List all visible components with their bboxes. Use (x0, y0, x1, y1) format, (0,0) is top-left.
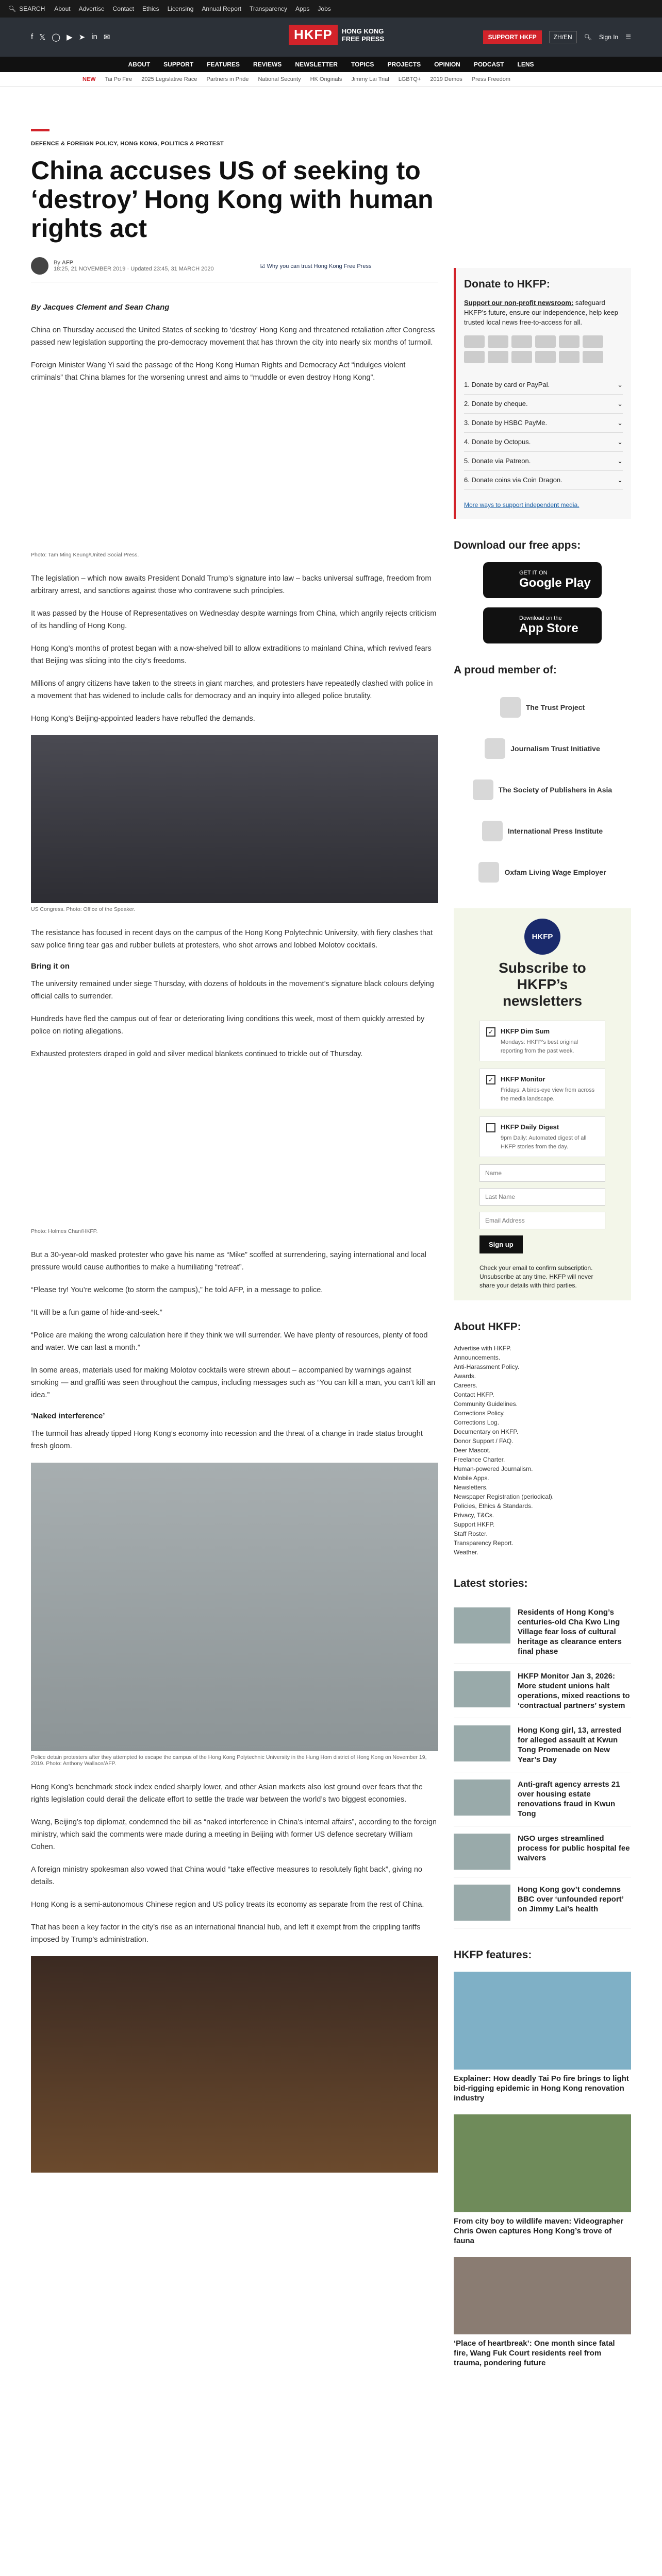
paragraph: Hong Kong’s benchmark stock index ended sharply lower, and other Asian markets also lost ground over fears that the rights legislation could derail the delicate effort to settle the trade war between the world’s two biggest economies. (31, 1783, 423, 1804)
nav-item[interactable]: LENS (517, 61, 534, 68)
latest-story[interactable] (454, 1772, 631, 1826)
story-title: NGO urges streamlined process for public hospital fee waivers (518, 1834, 630, 1862)
ticker-item[interactable]: Partners in Pride (206, 76, 249, 82)
cheque-icon (559, 351, 580, 363)
story-title: Hong Kong gov’t condemns BBC over ‘unfounded report’ on Jimmy Lai’s health (518, 1885, 624, 1913)
option-desc: Mondays: HKFP’s best original reporting from the past week. (501, 1039, 578, 1054)
nav-item[interactable]: ABOUT (128, 61, 151, 68)
logo-text (342, 27, 384, 43)
member-logo[interactable] (454, 769, 631, 810)
ticker-item[interactable]: Press Freedom (471, 76, 510, 82)
donate-lead (464, 298, 623, 327)
more-ways-link[interactable]: More ways to support independent media. (464, 501, 580, 509)
logo-line-2: FREE PRESS (341, 35, 385, 43)
paragraph: But a 30-year-old masked protester who gave his name as “Mike” scoffed at surrendering, saying international and local pressure would cause authorities to make a humiliating “retreat”. (31, 1251, 427, 1272)
story-thumbnail (454, 1725, 510, 1761)
twitter-icon[interactable]: 𝕏 (39, 33, 46, 42)
paragraph: The university remained under siege Thursday, with dozens of holdouts in the movement’s signature black colours defying official calls to surrender. (31, 980, 434, 1001)
about-link[interactable]: Corrections Policy. (454, 1410, 505, 1417)
utility-link[interactable]: Advertise (78, 5, 105, 12)
gplay-small: GET IT ON (519, 570, 548, 576)
byline-text (54, 260, 214, 272)
utility-link[interactable]: Annual Report (202, 5, 242, 12)
member-name: International Press Institute (507, 827, 603, 835)
about-link[interactable]: Support HKFP. (454, 1521, 495, 1528)
ticker-item[interactable]: HK Originals (310, 76, 342, 82)
instagram-icon[interactable]: ◯ (52, 33, 61, 42)
paragraph: Hong Kong is a semi-autonomous Chinese region and US policy treats its economy as separate from the rest of China. (31, 1901, 424, 1909)
about-link[interactable]: Careers. (454, 1382, 478, 1389)
utility-link[interactable]: Contact (112, 5, 134, 12)
about-link[interactable]: Weather. (454, 1549, 478, 1556)
nav-item[interactable]: SUPPORT (163, 61, 194, 68)
gplay-label: Google Play (519, 576, 591, 590)
option-desc: Fridays: A birds-eye view from across the media landscape. (501, 1087, 595, 1102)
paragraph: That has been a key factor in the city’s rise as an international financial hub, and left it exempt from the crippling tariffs imposed by Trump’s administration. (31, 1923, 421, 1944)
checkbox-checked-icon[interactable]: ✓ (486, 1027, 495, 1037)
paragraph: A foreign ministry spokesman also vowed that China would “take effective measures to resolutely fight back”, giving no details. (31, 1866, 422, 1886)
feature-title: Explainer: How deadly Tai Po fire brings to light bid-rigging epidemic in Hong Kong renovation industry (454, 2074, 629, 2103)
coin-icon (583, 351, 603, 363)
member-name: Journalism Trust Initiative (510, 744, 600, 753)
nav-item[interactable]: TOPICS (351, 61, 374, 68)
newsletter-badge: HKFP (524, 919, 560, 955)
amex-icon (511, 335, 532, 348)
chevron-down-icon: ⌄ (617, 476, 623, 484)
latest-story[interactable] (454, 1664, 631, 1718)
about-link[interactable]: Advertise with HKFP. (454, 1345, 511, 1352)
donate-option-label: 4. Donate by Octopus. (464, 438, 531, 446)
last-name-input[interactable] (479, 1188, 605, 1206)
newsletter-note: Check your email to confirm subscription. Unsubscribe at any time. HKFP will never share your details with third parties. (479, 1264, 593, 1289)
name-input[interactable] (479, 1164, 605, 1182)
option-desc: 9pm Daily: Automated digest of all HKFP stories from the day. (501, 1135, 587, 1150)
chevron-down-icon: ⌄ (617, 438, 623, 446)
about-link[interactable]: Transparency Report. (454, 1539, 514, 1547)
language-toggle[interactable]: ZH/EN (549, 31, 577, 43)
fps-icon (464, 351, 485, 363)
why-trust-link[interactable]: ☑ Why you can trust Hong Kong Free Press (260, 263, 372, 269)
sidebar (454, 268, 631, 2379)
appstore-small: Download on the (519, 615, 562, 621)
latest-story[interactable] (454, 1600, 631, 1664)
donate-option[interactable] (464, 471, 623, 490)
app-store-badge[interactable] (483, 607, 602, 643)
feature-image (454, 2114, 631, 2212)
option-title: HKFP Dim Sum (501, 1027, 550, 1035)
article-authors: By Jacques Clement and Sean Chang (31, 303, 170, 312)
utility-links (54, 5, 331, 12)
option-title: HKFP Daily Digest (501, 1123, 559, 1131)
newsletter-title: Subscribe to HKFP’s newsletters (499, 960, 586, 1009)
article-image (31, 735, 438, 903)
main-nav (0, 57, 662, 72)
story-thumbnail (454, 1671, 510, 1707)
logo-mark: HKFP (289, 25, 338, 45)
facebook-icon[interactable]: f (31, 32, 34, 41)
feature-image (454, 1972, 631, 2070)
patreon-icon (535, 351, 556, 363)
about-link[interactable]: Donor Support / FAQ. (454, 1437, 514, 1445)
donate-option-label: 6. Donate coins via Coin Dragon. (464, 476, 562, 484)
newsletter-box (454, 908, 631, 1300)
story-title: Hong Kong girl, 13, arrested for alleged assault at Kwun Tong Promenade on New Year’s Day (518, 1726, 621, 1764)
paragraph: Exhausted protesters draped in gold and silver medical blankets continued to trickle out of Thursday. (31, 1050, 363, 1058)
about-link[interactable]: Announcements. (454, 1354, 501, 1361)
donate-option-label: 1. Donate by card or PayPal. (464, 381, 550, 388)
paragraph: “It will be a fun game of hide-and-seek.” (31, 1309, 162, 1317)
feature-image (454, 2257, 631, 2334)
paragraph: Wang, Beijing’s top diplomat, condemned the bill as “naked interference in China’s internal affairs”, according to the foreign ministry, which said the comments were made during a meeting in Beijing with former US defence secretary William Cohen. (31, 1818, 437, 1851)
apps-title: Download our free apps: (454, 539, 581, 551)
member-name: The Society of Publishers in Asia (498, 786, 613, 794)
latest-title: Latest stories: (454, 1578, 528, 1589)
feature-story[interactable] (454, 1972, 631, 2103)
article-image (31, 1071, 438, 1225)
about-title: About HKFP: (454, 1321, 521, 1333)
topic-ticker (0, 72, 662, 87)
about-link[interactable]: Human-powered Journalism. (454, 1465, 533, 1472)
email-input[interactable] (479, 1212, 605, 1229)
chevron-down-icon: ⌄ (617, 400, 623, 408)
article-title: China accuses US of seeking to ‘destroy’ Hong Kong with human rights act (31, 156, 434, 243)
donate-option[interactable] (464, 433, 623, 452)
author-link[interactable]: AFP (61, 260, 73, 266)
about-link[interactable]: Newsletters. (454, 1484, 488, 1491)
hkfp-logo[interactable] (289, 25, 384, 45)
story-thumbnail (454, 1607, 510, 1643)
paragraph: “Please try! You’re welcome (to storm the campus),” he told AFP, in a message to police. (31, 1286, 323, 1294)
donate-option-label: 3. Donate by HSBC PayMe. (464, 419, 548, 427)
checkbox-icon[interactable] (486, 1123, 495, 1132)
feature-title: ‘Place of heartbreak’: One month since fatal fire, Wang Fuk Court residents reel from trauma, pondering future (454, 2339, 615, 2367)
utility-link[interactable]: Jobs (318, 5, 331, 12)
donate-option[interactable] (464, 395, 623, 414)
search-icon[interactable]: 🔍︎ (584, 33, 592, 41)
alipay-icon (488, 351, 508, 363)
about-link[interactable]: Corrections Log. (454, 1419, 500, 1426)
paragraph: Hong Kong’s Beijing-appointed leaders have rebuffed the demands. (31, 715, 255, 723)
donate-option-label: 5. Donate via Patreon. (464, 457, 531, 465)
story-thumbnail (454, 1834, 510, 1870)
search-icon: 🔍︎ (8, 5, 16, 12)
article (31, 129, 438, 2176)
member-name: Oxfam Living Wage Employer (504, 868, 606, 876)
article-dates: 18:25, 21 NOVEMBER 2019 · Updated 23:45, 31 MARCH 2020 (54, 266, 214, 272)
option-title: HKFP Monitor (501, 1075, 545, 1083)
feature-story[interactable] (454, 2114, 631, 2246)
social-links (31, 32, 110, 42)
member-logo[interactable] (454, 852, 631, 893)
image-caption: US Congress. Photo: Office of the Speaker. (31, 906, 136, 912)
article-image (31, 394, 438, 549)
menu-icon[interactable]: ☰ (625, 33, 631, 41)
story-thumbnail (454, 1885, 510, 1921)
nav-item[interactable]: NEWSLETTER (295, 61, 338, 68)
youtube-icon[interactable]: ▶ (67, 33, 73, 42)
story-thumbnail (454, 1780, 510, 1816)
avatar (31, 257, 48, 275)
about-link[interactable]: Freelance Charter. (454, 1456, 505, 1463)
about-list (454, 1344, 631, 1557)
ticker-item[interactable]: 2025 Legislative Race (141, 76, 197, 82)
content-wrap (31, 129, 631, 2576)
paragraph: It was passed by the House of Representatives on Wednesday despite warnings from China, which angrily rejects criticism of its handling of Hong Kong. (31, 609, 437, 630)
paragraph: Millions of angry citizens have taken to the streets in giant marches, and protesters have repeatedly clashed with police in a movement that has widened to include calls for democracy and an inquiry into alleged police brutality. (31, 680, 433, 700)
image-caption: Photo: Tam Ming Keung/United Social Press. (31, 552, 139, 558)
paragraph: The turmoil has already tipped Hong Kong’s economy into recession and the threat of a change in trade status brought fresh gloom. (31, 1430, 423, 1450)
feature-story[interactable] (454, 2257, 631, 2368)
features-title: HKFP features: (454, 1949, 532, 1961)
support-button[interactable]: SUPPORT HKFP (483, 30, 542, 44)
about-link[interactable]: Deer Mascot. (454, 1447, 491, 1454)
nav-item[interactable]: PODCAST (473, 61, 504, 68)
chevron-down-icon: ⌄ (617, 457, 623, 465)
donate-lead-text: safeguard HKFP’s future, ensure our independence, help keep trusted local news free-to-access for all. (464, 299, 618, 326)
sopa-icon (473, 779, 493, 800)
oxfam-icon (478, 862, 499, 883)
paragraph: In some areas, materials used for making Molotov cocktails were strewn about – accompanied by warnings against smoking — and graffiti was seen throughout the campus, including messages such as “You can kill a man, you can’t kill an idea.” (31, 1366, 436, 1399)
donate-option[interactable] (464, 452, 623, 471)
chevron-down-icon: ⌄ (617, 381, 623, 388)
byline (31, 257, 438, 282)
about-link[interactable]: Anti-Harassment Policy. (454, 1363, 520, 1370)
member-logo[interactable] (454, 728, 631, 769)
member-title: A proud member of: (454, 664, 557, 676)
donate-lead-link[interactable]: Support our non-profit newsroom: (464, 299, 574, 307)
story-title: Residents of Hong Kong’s centuries-old Cha Kwo Ling Village fear loss of cultural heritage as clearance enters final phase (518, 1608, 622, 1656)
chevron-down-icon: ⌄ (617, 419, 623, 427)
donate-option[interactable] (464, 414, 623, 433)
about-link[interactable]: Newspaper Registration (periodical). (454, 1493, 554, 1500)
utility-link[interactable]: Licensing (167, 5, 194, 12)
title-accent (31, 129, 49, 131)
about-link[interactable]: Contact HKFP. (454, 1391, 494, 1398)
paragraph: The legislation – which now awaits President Donald Trump’s signature into law – backs universal suffrage, freedom from arbitrary arrest, and sanctions against those who contravene such principles. (31, 574, 432, 595)
about-link[interactable]: Community Guidelines. (454, 1400, 518, 1408)
nav-item[interactable]: OPINION (434, 61, 460, 68)
google-play-badge[interactable] (483, 562, 602, 598)
ticker-item[interactable]: Jimmy Lai Trial (351, 76, 389, 82)
newsletter-option[interactable] (479, 1069, 605, 1109)
masthead (0, 18, 662, 57)
nav-item[interactable]: PROJECTS (387, 61, 421, 68)
nav-item[interactable]: FEATURES (207, 61, 240, 68)
author-by: By (54, 260, 60, 266)
latest-story[interactable] (454, 1826, 631, 1877)
ticker-item[interactable]: 2019 Demos (430, 76, 462, 82)
nav-item[interactable]: REVIEWS (253, 61, 282, 68)
article-categories[interactable]: DEFENCE & FOREIGN POLICY, HONG KONG, POLITICS & PROTEST (31, 141, 224, 147)
about-link[interactable]: Staff Roster. (454, 1530, 488, 1537)
about-link[interactable]: Mobile Apps. (454, 1475, 489, 1482)
about-link[interactable]: Documentary on HKFP. (454, 1428, 519, 1435)
ticker-item[interactable]: National Security (258, 76, 301, 82)
donate-option[interactable] (464, 376, 623, 395)
paragraph: China on Thursday accused the United States of seeking to ‘destroy’ Hong Kong and threatened retaliation after Congress passed new legislation supporting the pro-democracy movement that has thrown the city into nearly six months of turmoil. (31, 326, 435, 347)
article-image (31, 1956, 438, 2173)
appstore-label: App Store (519, 621, 578, 635)
octopus-icon (583, 335, 603, 348)
jti-icon (485, 738, 505, 759)
why-trust-label: Why you can trust Hong Kong Free Press (267, 263, 372, 269)
donate-box (454, 268, 631, 519)
checkbox-checked-icon[interactable]: ✓ (486, 1075, 495, 1084)
ipi-icon (482, 821, 503, 841)
utility-link[interactable]: About (54, 5, 71, 12)
about-link[interactable]: Awards. (454, 1372, 476, 1380)
paragraph: The resistance has focused in recent days on the campus of the Hong Kong Polytechnic University, with fiery clashes that saw police firing tear gas and rubber bullets at protesters, who shot arrows and lobbed Molotov cocktails. (31, 929, 433, 950)
top-utility-bar (0, 0, 662, 18)
latest-story[interactable] (454, 1877, 631, 1928)
telegram-icon[interactable]: ➤ (78, 33, 86, 42)
payme-icon (559, 335, 580, 348)
paragraph: Hundreds have fled the campus out of fear or deteriorating living conditions this week, most of them quickly arrested by police on rioting allegations. (31, 1015, 425, 1036)
newsletter-option[interactable] (479, 1021, 605, 1061)
masthead-actions (483, 30, 631, 44)
new-label: NEW (82, 76, 96, 82)
story-title: HKFP Monitor Jan 3, 2026: More student unions halt operations, mixed reactions to ‘contractual partners’ system (518, 1672, 630, 1710)
paragraph: Foreign Minister Wang Yi said the passage of the Hong Kong Human Rights and Democracy Act “indulges violent criminals” that China blames for the worsening unrest and aims to “muddle or even destroy Hong Kong”. (31, 361, 406, 382)
story-title: Anti-graft agency arrests 21 over housing estate renovations fraud in Kwun Tong (518, 1780, 620, 1818)
member-name: The Trust Project (525, 703, 585, 711)
wechat-icon (511, 351, 532, 363)
member-logo[interactable] (454, 687, 631, 728)
signin-link[interactable]: Sign In (599, 33, 619, 41)
payment-icons (464, 335, 623, 363)
ticker-item[interactable]: LGBTQ+ (398, 76, 421, 82)
about-link[interactable]: Policies, Ethics & Standards. (454, 1502, 533, 1510)
donate-title: Donate to HKFP: (464, 278, 550, 290)
latest-story[interactable] (454, 1718, 631, 1772)
trust-project-icon (500, 697, 521, 718)
utility-link[interactable]: Transparency (250, 5, 288, 12)
newsletter-option[interactable] (479, 1116, 605, 1157)
about-link[interactable]: Privacy, T&Cs. (454, 1512, 494, 1519)
subheading: ‘Naked interference’ (31, 1412, 105, 1420)
mastercard-icon (488, 335, 508, 348)
ticker-item[interactable]: Tai Po Fire (105, 76, 133, 82)
visa-icon (464, 335, 485, 348)
member-logo[interactable] (454, 810, 631, 852)
donate-option-label: 2. Donate by cheque. (464, 400, 528, 408)
signup-button[interactable]: Sign up (479, 1235, 523, 1253)
paragraph: “Police are making the wrong calculation here if they think we will surrender. We have plenty of resources, plenty of food and water. We can last a month.” (31, 1331, 428, 1352)
linkedin-icon[interactable]: in (91, 32, 97, 41)
search-label: SEARCH (19, 5, 45, 12)
logo-line-1: HONG KONG (341, 27, 384, 35)
email-icon[interactable]: ✉ (103, 33, 110, 42)
subheading: Bring it on (31, 962, 70, 971)
search-toggle[interactable] (8, 5, 45, 12)
feature-title: From city boy to wildlife maven: Videographer Chris Owen captures Hong Kong’s trove of fauna (454, 2217, 623, 2245)
article-image (31, 1463, 438, 1751)
paypal-icon (535, 335, 556, 348)
utility-link[interactable]: Ethics (142, 5, 159, 12)
image-caption: Police detain protesters after they attempted to escape the campus of the Hong Kong Polytechnic University in the Hung Hom district of Hong Kong on November 19, 2019. Photo: Anthony Wallace/AFP. (31, 1754, 427, 1767)
image-caption: Photo: Holmes Chan/HKFP. (31, 1228, 98, 1234)
utility-link[interactable]: Apps (295, 5, 310, 12)
paragraph: Hong Kong’s months of protest began with a now-shelved bill to allow extraditions to mainland China, which revived fears that Beijing was slicing into the city’s freedoms. (31, 645, 432, 665)
